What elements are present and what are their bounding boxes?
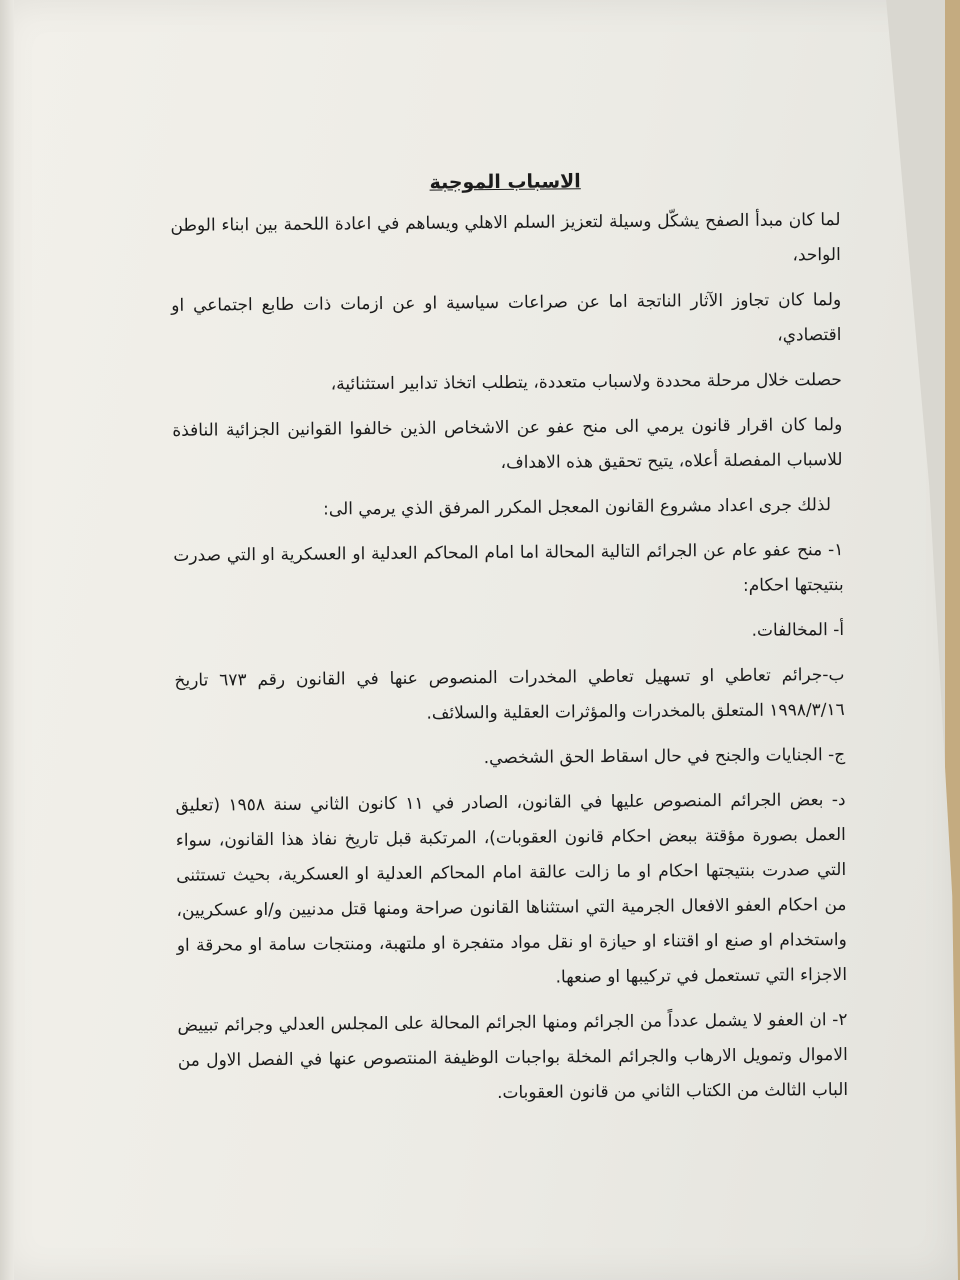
paragraph-item-1: ١- منح عفو عام عن الجرائم التالية المحالة اما امام المحاكم العدلية او العسكرية او التي صدرت بنتيجتها احكام: — [173, 539, 844, 596]
paragraph-item-1a: أ- المخالفات. — [751, 619, 845, 641]
paragraph-item-1c: ج- الجنايات والجنح في حال اسقاط الحق الشخصي. — [483, 744, 846, 769]
paragraph-preamble-1: لما كان مبدأ الصفح يشكّل وسيلة لتعزيز السلم الاهلي ويساهم في اعادة اللحمة بين ابناء الوطن الواحد، — [170, 209, 841, 266]
paragraph-intro: لذلك جرى اعداد مشروع القانون المعجل المكرر المرفق الذي يرمي الى: — [323, 495, 832, 520]
paragraph-preamble-2: ولما كان تجاوز الآثار الناتجة اما عن صراعات سياسية او عن ازمات ذات طابع اجتماعي او اقتصادي، — [171, 289, 842, 346]
document-body — [170, 165, 848, 1124]
paragraph-item-2: ٢- ان العفو لا يشمل عدداً من الجرائم ومنها الجرائم المحالة على المجلس العدلي وجرائم تبييض الاموال وتمويل الارهاب والجرائم المخلة بواجبات الوظيفة المنتصوص عنها في الفصل الاول من الباب الثالث من الكتاب الثاني من قانون العقوبات. — [177, 1009, 849, 1104]
paragraph-item-1b: ب-جرائم تعاطي او تسهيل تعاطي المخدرات المنصوص عنها في القانون رقم ٦٧٣ تاريخ ١٩٩٨/٣/١٦ المتعلق بالمخدرات والمؤثرات العقلية والسلائف. — [174, 664, 845, 724]
paragraph-preamble-3: حصلت خلال مرحلة محددة ولاسباب متعددة، يتطلب اتخاذ تدابير استثنائية، — [330, 369, 842, 395]
paragraph-item-1d: د- بعض الجرائم المنصوص عليها في القانون، الصادر في ١١ كانون الثاني سنة ١٩٥٨ (تعليق العمل بصورة مؤقتة ببعض احكام قانون العقوبات)، المرتكبة قبل تاريخ نفاذ هذا القانون، سواء التي صدرت بنتيجتها احكام او ما زالت عالقة امام المحاكم العدلية او العسكرية، بحيث تستثنى من احكام العفو الافعال الجرمية التي استثناها القانون صراحة ومنها قتل مدنيين و/او عسكريين، واستخدام او صنع او اقتناء او حيازة او نقل مواد متفجرة او ملتهبة، ومنتجات سامة او محرقة او الاجزاء التي تستعمل في تركيبها او صنعها. — [175, 789, 848, 988]
document-title: الاسباب الموجبة — [429, 170, 581, 194]
paragraph-preamble-4: ولما كان اقرار قانون يرمي الى منح عفو عن الاشخاص الذين خالفوا القوانين الجزائية النافذة للاسباب المفصلة أعلاه، يتيح تحقيق هذه الاهداف، — [172, 414, 843, 473]
page-stack-edge — [0, 0, 14, 1280]
